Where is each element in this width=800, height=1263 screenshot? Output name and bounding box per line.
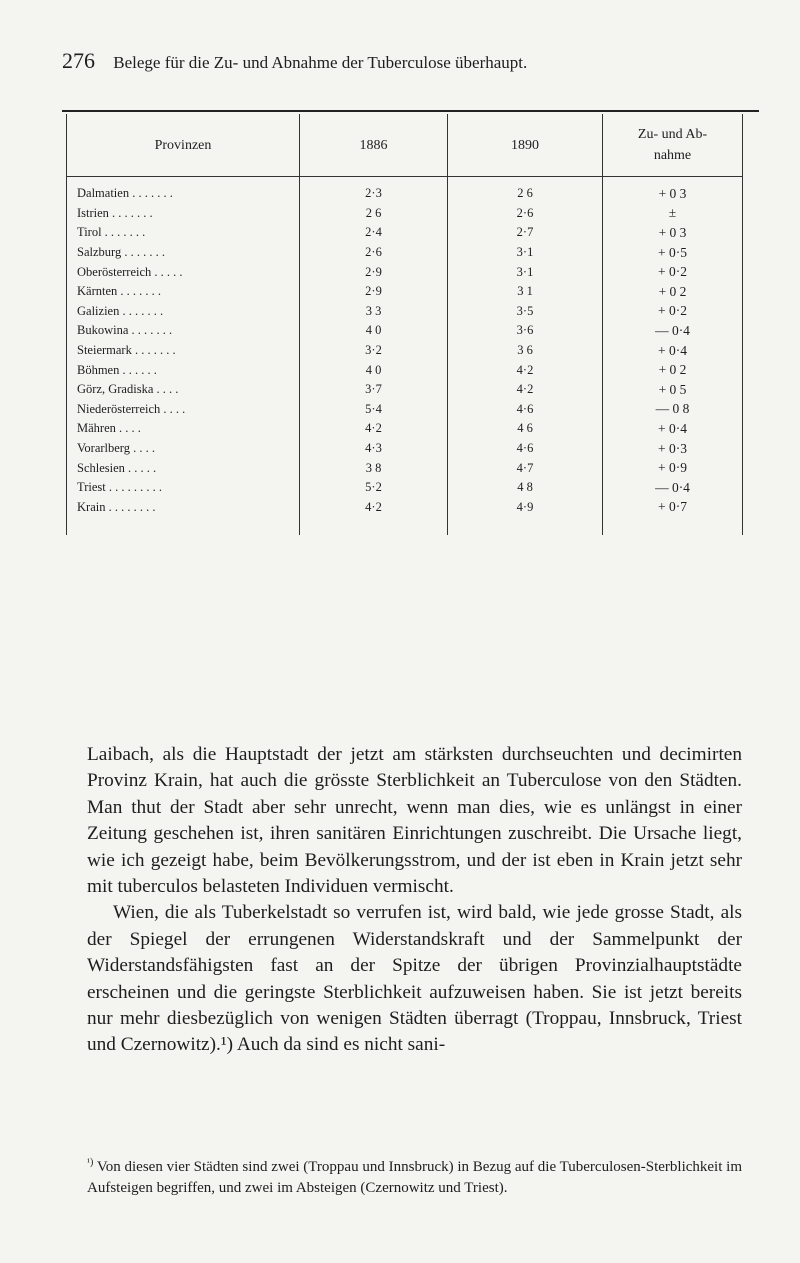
- value-1890: 3 1: [448, 282, 603, 302]
- value-1886: 2·9: [300, 282, 448, 302]
- footnote-marker: ¹): [87, 1157, 94, 1168]
- value-change: + 0 3: [603, 223, 743, 243]
- province-name: Görz, Gradiska . . . .: [67, 380, 300, 400]
- province-name: Krain . . . . . . . .: [67, 498, 300, 536]
- table-row: [67, 321, 743, 341]
- value-change: ±: [603, 204, 743, 224]
- value-1886: 2·4: [300, 223, 448, 243]
- province-name: Böhmen . . . . . .: [67, 360, 300, 380]
- value-1890: 3 6: [448, 341, 603, 361]
- column-header-change: Zu- und Ab- nahme: [603, 114, 743, 177]
- province-name: Galizien . . . . . . .: [67, 302, 300, 322]
- paragraph-wien: Wien, die als Tuberkelstadt so verrufen ist, wird bald, wie jede grosse Stadt, als der Spiegel der errungenen Widerstandskraft und der Sammelpunkt der Widerstandsfähigsten fast an der Spitze der übrigen Provinzialhauptstädte erscheinen und die geringste Sterblichkeit aufzuweisen haben. Sie ist jetzt bereits nur mehr diesbezüglich von wenigen Städten überragt (Troppau, Innsbruck, Triest und Czernowitz).¹) Auch da sind es nicht sani-: [87, 902, 742, 1056]
- province-name: Istrien . . . . . . .: [67, 204, 300, 224]
- value-change: + 0·2: [603, 302, 743, 322]
- column-header-1890: 1890: [448, 114, 603, 177]
- province-name: Triest . . . . . . . . .: [67, 478, 300, 498]
- table-top-rule: [62, 110, 759, 112]
- value-change: + 0·9: [603, 458, 743, 478]
- paragraph-laibach: Laibach, als die Hauptstadt der jetzt am stärksten durchseuchten und decimirten Provinz Krain, hat auch die grösste Sterblichkeit an Tuberculose von den Städten. Man thut der Stadt aber sehr unrecht, wenn man dies, wie es unlängst in einer Zeitung geschehen ist, ihren sanitären Einrichtungen zuschreibt. Die Ursache liegt, wie ich gezeigt habe, beim Bevölkerungsstrom, und der ist eben in Krain jetzt sehr mit tuberculos belasteten Individuen vermischt.: [87, 744, 742, 898]
- province-name: Schlesien . . . . .: [67, 458, 300, 478]
- province-name: Oberösterreich . . . . .: [67, 262, 300, 282]
- mortality-table: [66, 114, 743, 535]
- table-row: [67, 302, 743, 322]
- province-name: Vorarlberg . . . .: [67, 439, 300, 459]
- table-row: [67, 204, 743, 224]
- value-change: — 0 8: [603, 400, 743, 420]
- value-change: + 0·7: [603, 498, 743, 536]
- value-1890: 2·6: [448, 204, 603, 224]
- value-1886: 3 3: [300, 302, 448, 322]
- value-1886: 2·6: [300, 243, 448, 263]
- province-name: Niederösterreich . . . .: [67, 400, 300, 420]
- table-header-row: [67, 114, 743, 177]
- column-header-provinces: Provinzen: [67, 114, 300, 177]
- value-1890: 4·2: [448, 360, 603, 380]
- value-1890: 4·6: [448, 400, 603, 420]
- table-row: [67, 262, 743, 282]
- value-change: + 0 5: [603, 380, 743, 400]
- table-row: [67, 243, 743, 263]
- table-row: [67, 478, 743, 498]
- value-change: — 0·4: [603, 321, 743, 341]
- value-change: + 0 2: [603, 360, 743, 380]
- province-name: Mähren . . . .: [67, 419, 300, 439]
- value-change: + 0 2: [603, 282, 743, 302]
- table-row: [67, 400, 743, 420]
- value-1890: 3·6: [448, 321, 603, 341]
- table-row: [67, 177, 743, 204]
- running-title: Belege für die Zu- und Abnahme der Tuberculose überhaupt.: [113, 53, 528, 72]
- value-change: + 0 3: [603, 177, 743, 204]
- province-name: Kärnten . . . . . . .: [67, 282, 300, 302]
- table-row: [67, 360, 743, 380]
- value-1890: 4·9: [448, 498, 603, 536]
- value-1890: 4 6: [448, 419, 603, 439]
- value-1886: 3·2: [300, 341, 448, 361]
- province-name: Salzburg . . . . . . .: [67, 243, 300, 263]
- value-1890: 4 8: [448, 478, 603, 498]
- table-row: [67, 341, 743, 361]
- table-row: [67, 419, 743, 439]
- value-change: + 0·5: [603, 243, 743, 263]
- value-1890: 2 6: [448, 177, 603, 204]
- value-1886: 4·2: [300, 498, 448, 536]
- value-change: + 0·3: [603, 439, 743, 459]
- province-name: Dalmatien . . . . . . .: [67, 177, 300, 204]
- column-header-1886: 1886: [300, 114, 448, 177]
- value-1886: 2·9: [300, 262, 448, 282]
- value-1890: 3·1: [448, 243, 603, 263]
- body-text: [87, 742, 742, 1059]
- value-1886: 4 0: [300, 321, 448, 341]
- province-name: Bukowina . . . . . . .: [67, 321, 300, 341]
- value-change: + 0·2: [603, 262, 743, 282]
- value-1890: 3·5: [448, 302, 603, 322]
- value-1886: 3·7: [300, 380, 448, 400]
- page-number: 276: [62, 48, 95, 73]
- table-row: [67, 498, 743, 536]
- table-row: [67, 458, 743, 478]
- province-name: Tirol . . . . . . .: [67, 223, 300, 243]
- value-1890: 4·6: [448, 439, 603, 459]
- footnote-text: Von diesen vier Städten sind zwei (Troppau und Innsbruck) in Bezug auf die Tuberculosen-Sterblichkeit im Aufsteigen begriffen, und zwei im Absteigen (Czernowitz und Triest).: [87, 1159, 742, 1196]
- value-1890: 3·1: [448, 262, 603, 282]
- running-header: [62, 48, 762, 74]
- value-1890: 4·7: [448, 458, 603, 478]
- value-change: + 0·4: [603, 341, 743, 361]
- value-1886: 4·2: [300, 419, 448, 439]
- table-row: [67, 282, 743, 302]
- value-change: — 0·4: [603, 478, 743, 498]
- table-row: [67, 380, 743, 400]
- province-name: Steiermark . . . . . . .: [67, 341, 300, 361]
- table-row: [67, 223, 743, 243]
- value-1886: 5·4: [300, 400, 448, 420]
- value-1890: 4·2: [448, 380, 603, 400]
- value-1890: 2·7: [448, 223, 603, 243]
- value-1886: 3 8: [300, 458, 448, 478]
- value-1886: 5·2: [300, 478, 448, 498]
- value-change: + 0·4: [603, 419, 743, 439]
- value-1886: 4 0: [300, 360, 448, 380]
- value-1886: 4·3: [300, 439, 448, 459]
- value-1886: 2 6: [300, 204, 448, 224]
- value-1886: 2·3: [300, 177, 448, 204]
- footnote: [87, 1153, 742, 1198]
- table-row: [67, 439, 743, 459]
